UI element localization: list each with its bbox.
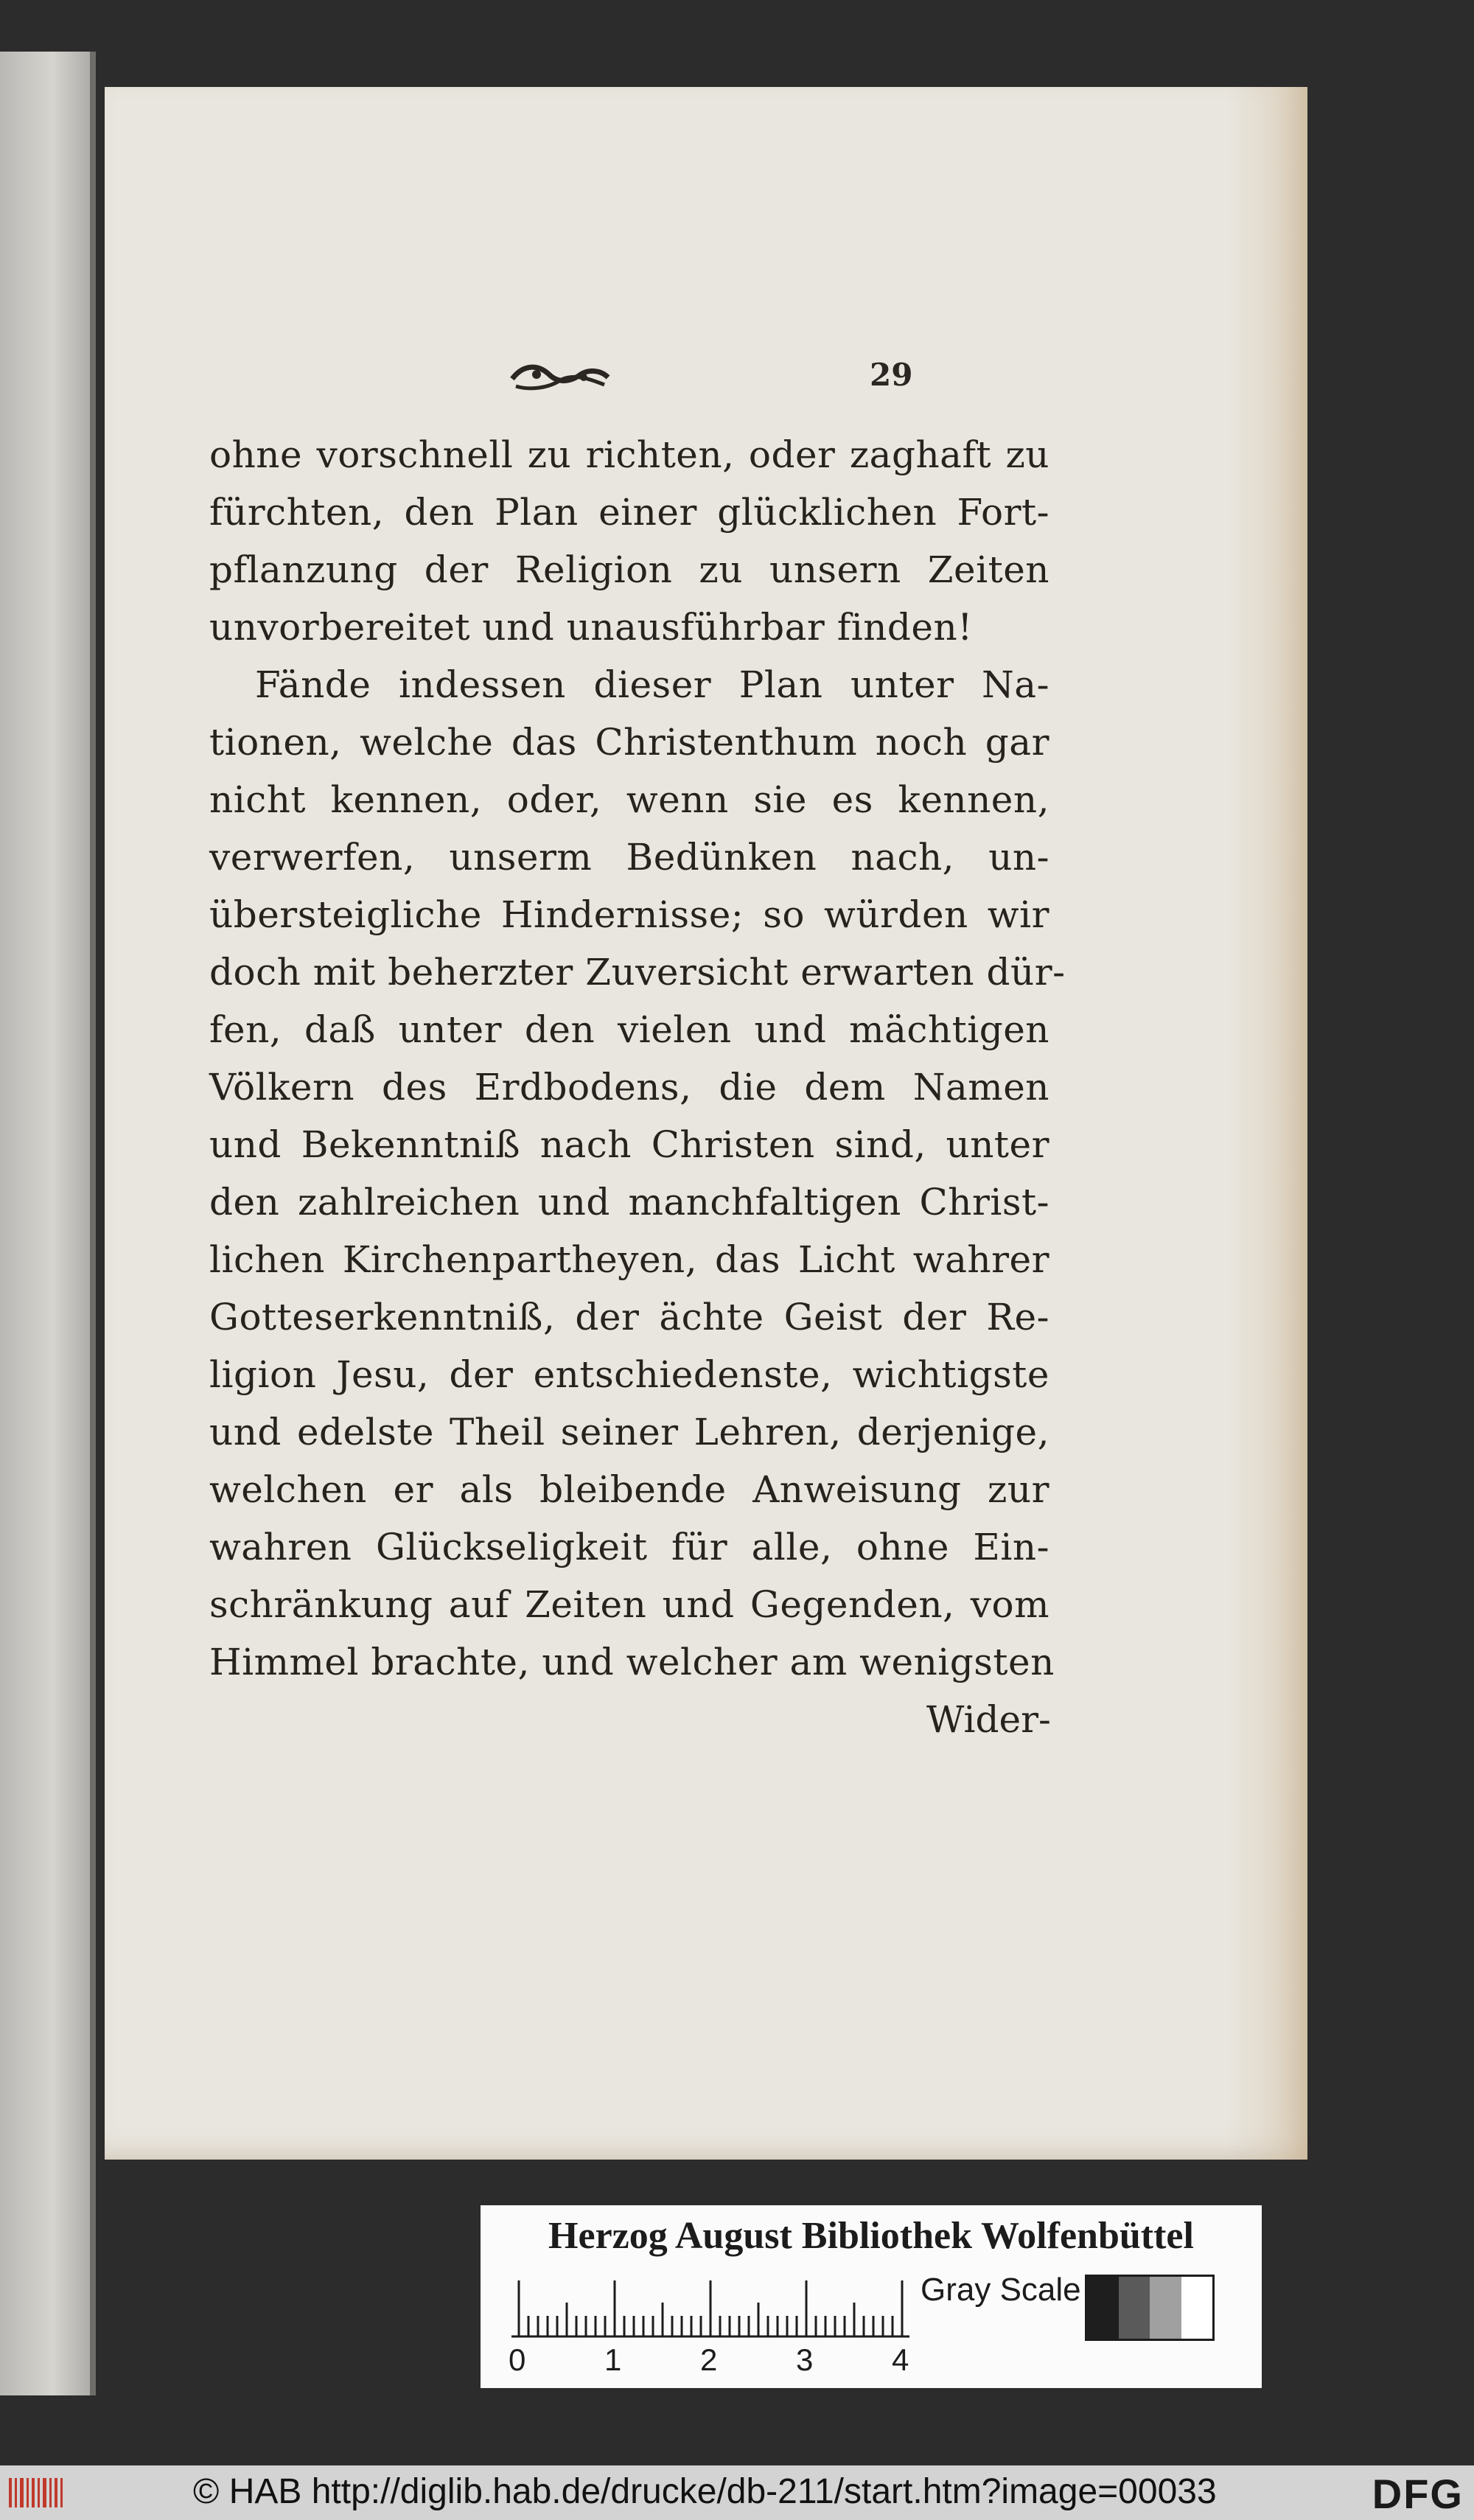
- gray-scale-swatches: [1085, 2275, 1215, 2341]
- gray-swatch: [1181, 2277, 1213, 2339]
- text-line: übersteigliche Hindernisse; so würden wir: [209, 893, 1049, 936]
- text-line: doch mit beherzter Zuversicht erwarten dür-: [209, 951, 1066, 994]
- ruler-icon: [511, 2279, 924, 2338]
- gray-swatch: [1150, 2277, 1181, 2339]
- text-line: Völkern des Erdbodens, die dem Namen: [209, 1066, 1049, 1109]
- header-ornament-icon: [509, 358, 612, 395]
- footer-bar: [0, 2465, 1474, 2520]
- gray-swatch: [1087, 2277, 1119, 2339]
- catchword: Wider-: [926, 1698, 1051, 1741]
- text-line: und Bekenntniß nach Christen sind, unter: [209, 1123, 1049, 1166]
- source-link[interactable]: © HAB http://diglib.hab.de/drucke/db-211/start.htm?image=00033: [193, 2472, 1217, 2511]
- text-line: unvorbereitet und unausführbar finden!: [209, 606, 973, 649]
- ruler-number: 1: [604, 2342, 622, 2377]
- page-number: 29: [870, 357, 913, 393]
- text-line: ohne vorschnell zu richten, oder zaghaft zu: [209, 433, 1049, 476]
- color-scale-card: [481, 2205, 1262, 2388]
- dfg-logo: DFG: [1372, 2471, 1464, 2517]
- ruler-number: 3: [796, 2342, 814, 2377]
- barcode-icon: [7, 2474, 65, 2511]
- text-line: ligion Jesu, der entschiedenste, wichtigste: [209, 1353, 1049, 1396]
- text-line: Fände indessen dieser Plan unter Na-: [255, 663, 1049, 706]
- text-line: Gotteserkenntniß, der ächte Geist der Re-: [209, 1296, 1049, 1338]
- text-line: fürchten, den Plan einer glücklichen Fort-: [209, 491, 1049, 534]
- text-line: wahren Glückseligkeit für alle, ohne Ein-: [209, 1526, 1049, 1568]
- gray-swatch: [1119, 2277, 1150, 2339]
- text-line: lichen Kirchenpartheyen, das Licht wahrer: [209, 1238, 1049, 1281]
- gray-scale-label: Gray Scale: [921, 2272, 1081, 2308]
- library-name: Herzog August Bibliothek Wolfenbüttel: [548, 2215, 1194, 2257]
- ruler-number: 2: [700, 2342, 718, 2377]
- text-line: fen, daß unter den vielen und mächtigen: [209, 1008, 1049, 1051]
- book-page: [105, 87, 1307, 2160]
- text-line: nicht kennen, oder, wenn sie es kennen,: [209, 778, 1049, 821]
- text-line: Himmel brachte, und welcher am wenigsten: [209, 1641, 1055, 1683]
- text-line: tionen, welche das Christenthum noch gar: [209, 721, 1049, 764]
- ruler-number: 4: [892, 2342, 909, 2377]
- ruler-number: 0: [509, 2342, 526, 2377]
- text-line: und edelste Theil seiner Lehren, derjenige,: [209, 1411, 1049, 1453]
- previous-page-edge: [0, 52, 96, 2395]
- text-line: pflanzung der Religion zu unsern Zeiten: [209, 548, 1049, 591]
- text-line: verwerfen, unserm Bedünken nach, un-: [209, 836, 1049, 879]
- text-line: schränkung auf Zeiten und Gegenden, vom: [209, 1583, 1049, 1626]
- text-line: welchen er als bleibende Anweisung zur: [209, 1468, 1049, 1511]
- text-line: den zahlreichen und manchfaltigen Christ-: [209, 1181, 1049, 1224]
